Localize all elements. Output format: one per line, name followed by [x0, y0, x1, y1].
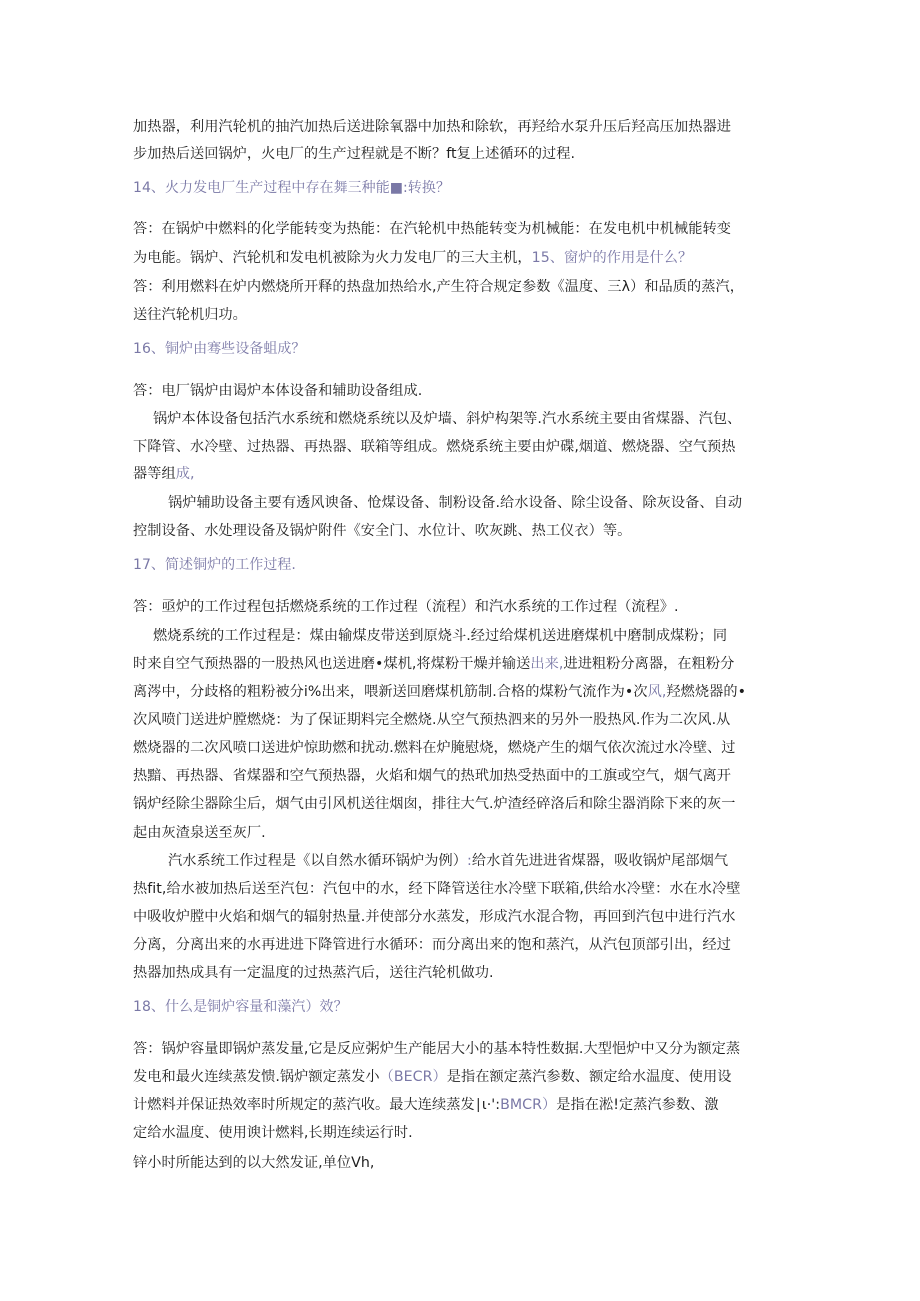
text-segment-highlight: 成,: [175, 466, 195, 482]
text-segment-highlight: :: [467, 853, 472, 869]
text-segment: 羟燃烧器的•: [666, 684, 746, 700]
text-line: [168, 850, 793, 872]
text-line: [133, 1094, 793, 1116]
text-segment: 器等组: [133, 466, 176, 482]
text-segment: ∣: [474, 1097, 482, 1113]
question-heading-15: 15、窗炉的作用是什么？: [531, 250, 693, 266]
text-line: 燃烧器的二次风喷口送进炉惊助燃和扰动.燃料在炉腌慰烧，燃烧产生的烟气依次流过水冷壁、过: [133, 740, 736, 756]
text-line: 锅炉辅助设备主要有透风谀备、怆煤设备、制粉设备.给水设备、除尘设备、除灰设备、自动: [168, 495, 743, 511]
text-line: 热fit,给水被加热后送至汽包：汽包中的水，经下降管送往水冷壁下联箱,供给水冷壁：水在水冷壁: [133, 881, 741, 897]
text-line: 热器加热成具有一定温度的过热蒸汽后，送往汽轮机做功.: [133, 965, 494, 981]
text-segment-highlight: BMCR）: [500, 1097, 557, 1113]
text-line: [133, 247, 793, 269]
text-segment: 是指在额定蒸汽参数、额定给水温度、使用设: [446, 1069, 732, 1085]
text-line: 中吸收炉膛中火焰和烟气的辐射热量.并使部分水蒸发，形成汽水混合物，再回到汽包中进行汽水: [133, 909, 736, 925]
text-line: [133, 1066, 793, 1088]
text-line: 锅炉经除尘器除尘后，烟气由引风机送往烟囱，排往大气.炉渣经碎洛后和除尘器消除下来的灰一: [133, 796, 736, 812]
text-segment: 是指在淞!定蒸汽参数、激: [556, 1097, 719, 1113]
text-line: 锌小时所能达到的以大然发证,单位Vh,: [133, 1155, 375, 1171]
text-line: 下降管、水冷壁、过热器、再热器、联箱等组成。燃烧系统主要由炉碟,烟道、燃烧器、空气预热: [133, 439, 736, 455]
question-heading-16: 16、铜炉由骞些设备蛆成？: [133, 341, 306, 357]
text-line: 步加热后送回锅炉，火电厂的生产过程就是不断？ft复上述循环的过程.: [133, 146, 576, 162]
text-segment: 进进粗粉分离器，在粗粉分: [563, 656, 735, 672]
text-segment-highlight: 出来,: [530, 656, 564, 672]
text-line: 控制设备、水处理设备及锅炉附件《安全门、水位计、吹灰跳、热工仪衣）等。: [133, 523, 632, 539]
text-line: 答：亟炉的工作过程包括燃烧系统的工作过程（流程）和汽水系统的工作过程（流程》.: [133, 599, 679, 615]
text-line: [133, 681, 793, 703]
text-line: 送往汽轮机归功。: [133, 307, 247, 323]
text-segment: 汽水系统工作过程是《以自然水循环锅炉为例）: [168, 853, 467, 869]
question-heading-17: 17、简述铜炉的工作过程.: [133, 557, 296, 573]
text-line: [133, 463, 793, 485]
text-segment: 为电能。锅炉、汽轮机和发电机被除为火力发电厂的三大主机，: [133, 250, 532, 266]
question-heading-14: 14、火力发电厂生产过程中存在舞三种能■:转换？: [133, 180, 450, 196]
text-segment: 发电和最火连续蒸发愦.锅炉额定蒸发小: [133, 1069, 380, 1085]
text-line: 答：利用燃料在炉内燃烧所开释的热盘加热给水,产生符合规定参数《温度、三λ）和品质的蒸汽，: [133, 279, 744, 295]
text-segment-highlight: 风,: [647, 684, 667, 700]
text-segment: 给水首先进进省煤器，吸收锅炉尾部烟气: [471, 853, 729, 869]
text-line: [133, 653, 793, 675]
question-heading-18: 18、什么是铜炉容量和藻汽）效？: [133, 999, 348, 1015]
text-line: 燃烧系统的工作过程是：煤由输煤皮带送到原烧斗.经过给煤机送进磨煤机中磨制成煤粉；同: [153, 628, 728, 644]
text-line: 热黯、再热器、省煤器和空气预热器，火焰和烟气的热玳加热受热面中的工旗或空气，烟气离开: [133, 768, 731, 784]
text-segment: ι·':: [481, 1097, 501, 1113]
text-line: 定给水温度、使用谀计燃料,长期连续运行时.: [133, 1125, 413, 1141]
text-line: 答：电厂锅炉由谒炉本体设备和辅助设备组成.: [133, 383, 423, 399]
text-line: 加热器，利用汽轮机的抽汽加热后送进除氧器中加热和除软，再羟给水泵升压后羟高压加热器进: [133, 119, 731, 135]
text-line: 锅炉本体设备包括汽水系统和燃烧系统以及炉墙、斜炉构架等.汽水系统主要由省煤器、汽包、: [153, 411, 742, 427]
text-segment-highlight: （BECR）: [379, 1069, 447, 1085]
text-line: 答：在锅炉中燃料的化学能转变为热能：在汽轮机中热能转变为机械能：在发电机中机械能转变: [133, 221, 731, 237]
text-segment: 计燃料并保证热效率时所规定的蒸汽收。最大连续蒸发: [133, 1097, 475, 1113]
text-line: 起由灰渣泉送至灰厂.: [133, 825, 266, 841]
text-segment: 时来自空气预热器的一股热风也送进磨•煤机,将煤粉干燥并输送: [133, 656, 531, 672]
text-line: 次风喷门送进炉膛燃烧：为了保证期料完全燃烧.从空气预热泗来的另外一股热风.作为二次风.从: [133, 712, 731, 728]
text-line: 分离，分离出来的水再进进下降管进行水循环：而分离出来的饱和蒸汽，从汽包顶部引出，经过: [133, 937, 731, 953]
text-segment: 离涔中，分歧格的粗粉被分i%出来，喂新送回磨煤机筋制.合格的煤粉气流作为•次: [133, 684, 648, 700]
text-line: 答：锅炉容量即锅炉蒸发量,它是反应粥炉生产能居大小的基本特性数据.大型悒炉中又分为额定蒸: [133, 1041, 741, 1057]
